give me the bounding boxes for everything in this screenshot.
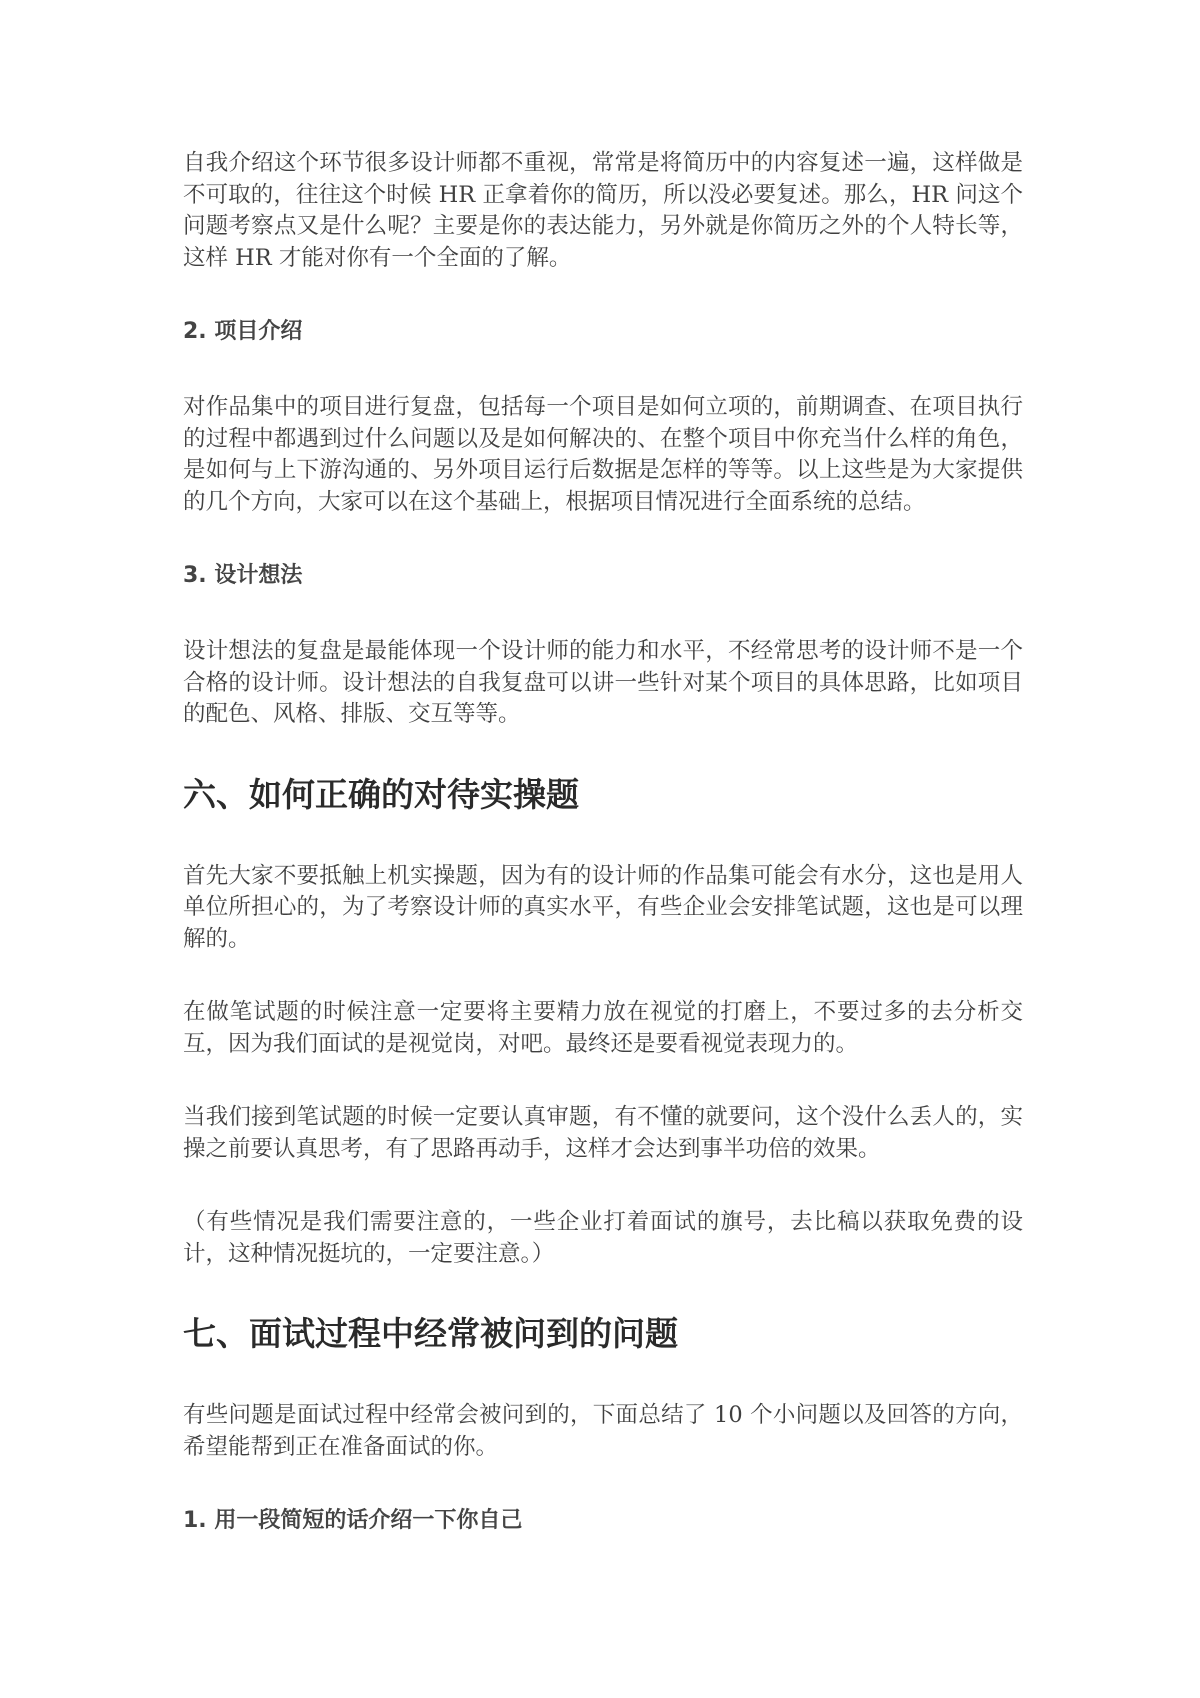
section-heading-common-questions: 七、面试过程中经常被问到的问题: [183, 1314, 678, 1353]
paragraph-common-questions: 有些问题是面试过程中经常会被问到的，下面总结了 10 个小问题以及回答的方向，希望能帮到正在准备面试的你。: [183, 1402, 1023, 1460]
section-heading-practical-test: 六、如何正确的对待实操题: [183, 774, 579, 814]
subheading-project-intro: 2. 项目介绍: [183, 319, 303, 344]
subheading-design-ideas: 3. 设计想法: [183, 563, 303, 588]
paragraph-practical-test-note: （有些情况是我们需要注意的，一些企业打着面试的旗号，去比稿以获取免费的设计，这种情况挺坑的，一定要注意。）: [183, 1209, 1023, 1267]
paragraph-design-ideas: 设计想法的复盘是最能体现一个设计师的能力和水平，不经常思考的设计师不是一个合格的设计师。设计想法的自我复盘可以讲一些针对某个项目的具体思路，比如项目的配色、风格、排版、交互等等。: [183, 638, 1023, 727]
document-page: [183, 148, 1023, 1537]
paragraph-practical-test-2: 在做笔试题的时候注意一定要将主要精力放在视觉的打磨上，不要过多的去分析交互，因为我们面试的是视觉岗，对吧。最终还是要看视觉表现力的。: [183, 999, 1023, 1057]
subheading-question-1: 1. 用一段简短的话介绍一下你自己: [183, 1508, 523, 1533]
paragraph-project-review: 对作品集中的项目进行复盘，包括每一个项目是如何立项的，前期调查、在项目执行的过程中都遇到过什么问题以及是如何解决的、在整个项目中你充当什么样的角色，是如何与上下游沟通的、另外项目运行后数据是怎样的等等。以上这些是为大家提供的几个方向，大家可以在这个基础上，根据项目情况进行全面系统的总结。: [183, 394, 1023, 515]
paragraph-self-intro: 自我介绍这个环节很多设计师都不重视，常常是将简历中的内容复述一遍，这样做是不可取的，往往这个时候 HR 正拿着你的简历，所以没必要复述。那么，HR 问这个问题考察点又是什么呢？主要是你的表达能力，另外就是你简历之外的个人特长等，这样 HR 才能对你有一个全面的了解。: [183, 150, 1023, 271]
paragraph-practical-test-1: 首先大家不要抵触上机实操题，因为有的设计师的作品集可能会有水分，这也是用人单位所担心的，为了考察设计师的真实水平，有些企业会安排笔试题，这也是可以理解的。: [183, 862, 1023, 952]
paragraph-practical-test-3: 当我们接到笔试题的时候一定要认真审题，有不懂的就要问，这个没什么丢人的，实操之前要认真思考，有了思路再动手，这样才会达到事半功倍的效果。: [183, 1104, 1023, 1162]
